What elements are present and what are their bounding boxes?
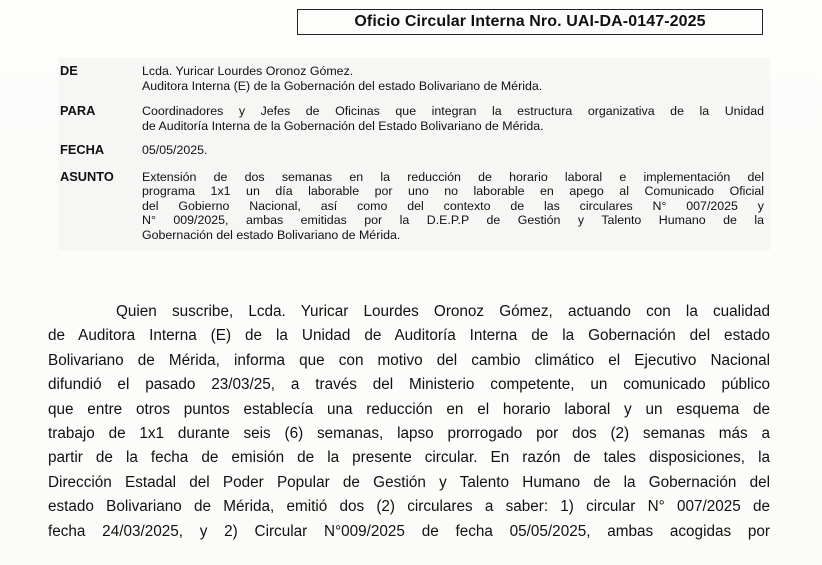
body-paragraph <box>48 300 770 544</box>
de-line: Auditora Interna (E) de la Gobernación del estado Bolivariano de Mérida. <box>142 78 543 93</box>
meta-row-fecha <box>58 143 770 158</box>
asunto-value <box>142 170 770 243</box>
asunto-line: del Gobierno Nacional, así como del contexto de las circulares N° 007/2025 y <box>142 198 764 213</box>
body-line: estado Bolivariano de Mérida, emitió dos (2) circulares a saber: 1) circular N° 007/2025 de <box>48 498 770 516</box>
asunto-line: Gobernación del estado Bolivariano de Mérida. <box>142 227 401 242</box>
para-value <box>142 104 770 133</box>
meta-row-de <box>58 64 770 93</box>
body-line: partir de la fecha de emisión de la presente circular. En razón de tales disposiciones, la <box>48 449 770 467</box>
header-metadata <box>58 58 770 250</box>
body-line: Dirección Estadal del Poder Popular de Gestión y Talento Humano de la Gobernación del <box>48 473 770 491</box>
body-line: de Auditora Interna (E) de la Unidad de Auditoría Interna de la Gobernación del estado <box>48 327 770 345</box>
fecha-label: FECHA <box>60 142 105 157</box>
de-line: Lcda. Yuricar Lourdes Oronoz Gómez. <box>142 64 354 78</box>
meta-row-para <box>58 104 770 133</box>
body-line: que entre otros puntos establecía una reducción en el horario laboral y un esquema de <box>48 400 770 418</box>
body-line: fecha 24/03/2025, y 2) Circular N°009/2025 de fecha 05/05/2025, ambas acogidas por <box>48 522 770 540</box>
meta-row-asunto <box>58 170 770 243</box>
fecha-line: 05/05/2025. <box>142 143 208 157</box>
de-value <box>142 64 770 93</box>
body-line: trabajo de 1x1 durante seis (6) semanas, lapso prorrogado por dos (2) semanas más a <box>48 425 770 443</box>
body-line: Quien suscribe, Lcda. Yuricar Lourdes Oronoz Gómez, actuando con la cualidad <box>116 303 770 320</box>
para-line: Coordinadores y Jefes de Oficinas que integran la estructura organizativa de la Unidad <box>142 104 764 118</box>
asunto-line: Extensión de dos semanas en la reducción de horario laboral e implementación del <box>142 169 764 184</box>
asunto-line: N° 009/2025, ambas emitidas por la D.E.P.P de Gestión y Talento Humano de la <box>142 213 764 227</box>
para-line: de Auditoría Interna de la Gobernación del Estado Bolivariano de Mérida. <box>142 118 544 133</box>
body-line: difundió el pasado 23/03/25, a través del Ministerio competente, un comunicado público <box>48 376 770 394</box>
asunto-label: ASUNTO <box>60 168 114 184</box>
para-label: PARA <box>60 103 96 118</box>
document-title: Oficio Circular Interna Nro. UAI-DA-0147-2025 <box>297 9 763 35</box>
body-line: Bolivariano de Mérida, informa que con motivo del cambio climático el Ejecutivo Nacional <box>48 351 770 369</box>
fecha-value <box>142 143 770 158</box>
de-label: DE <box>60 63 78 78</box>
asunto-line: programa 1x1 un día laborable por uno no laborable en apego al Comunicado Oficial <box>142 184 764 198</box>
